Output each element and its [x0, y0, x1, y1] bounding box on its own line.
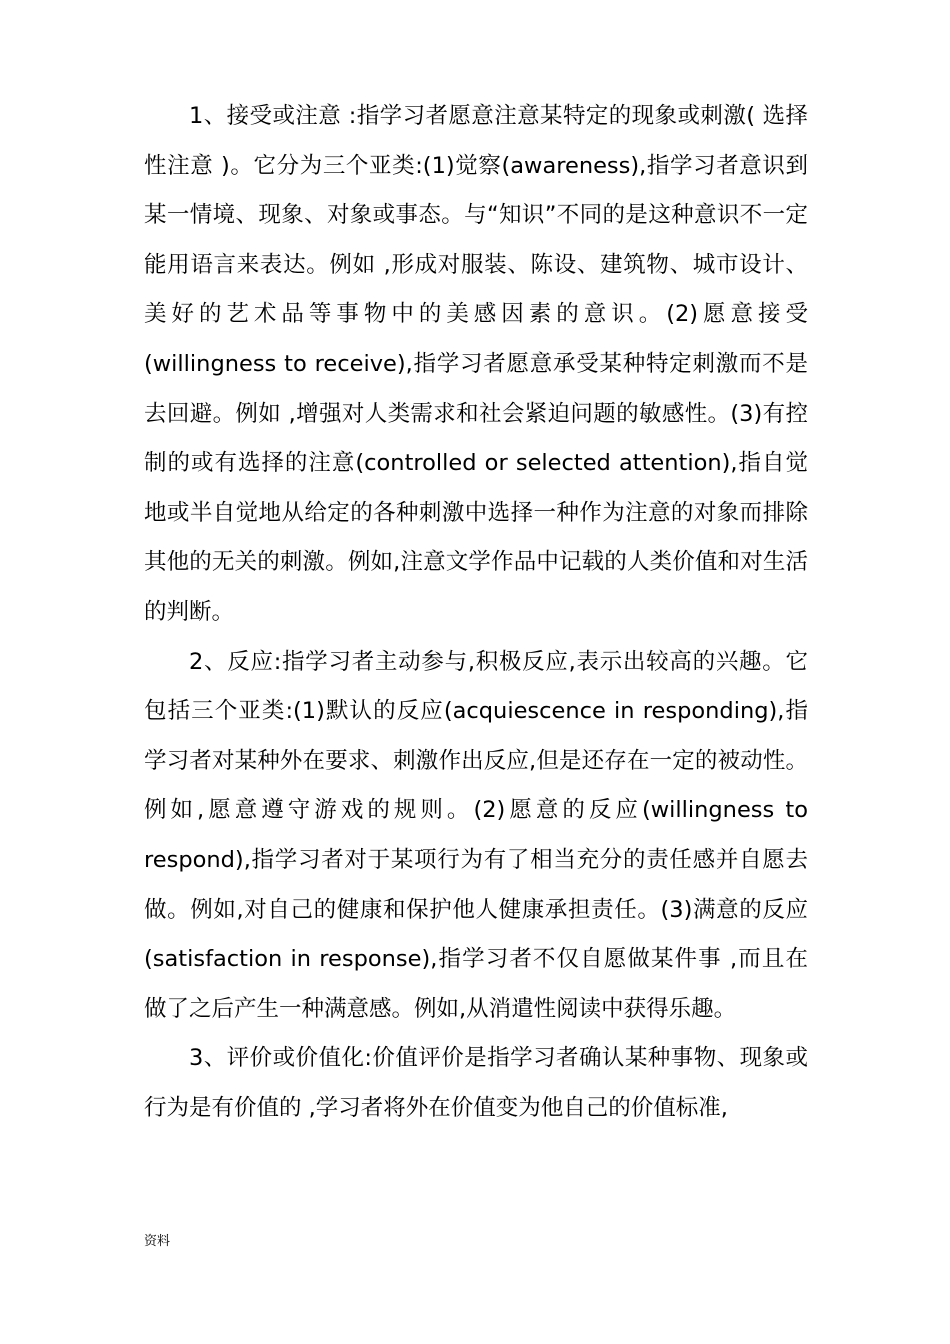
paragraph-valuing: 3、评价或价值化:价值评价是指学习者确认某种事物、现象或行为是有价值的 ,学习者将外在价值变为他自己的价值标准,: [144, 1045, 808, 1121]
paragraph-receiving: 1、接受或注意 :指学习者愿意注意某特定的现象或刺激( 选择性注意 )。它分为三个亚类:(1)觉察(awareness),指学习者意识到某一情境、现象、对象或事态。与“知识”不同的是这种意识不一定能用语言来表达。例如 ,形成对服装、陈设、建筑物、城市设计、美好的艺术品等事物中的美感因素的意识。(2)愿意接受(willingness to receive),指学习者愿意承受某种特定刺激而不是去回避。例如 ,增强对人类需求和社会紧迫问题的敏感性。(3)有控制的或有选择的注意(controlled or selected attention),指自觉地或半自觉地从给定的各种刺激中选择一种作为注意的对象而排除其他的无关的刺激。例如,注意文学作品中记载的人类价值和对生活的判断。: [144, 103, 808, 625]
paragraph-responding: 2、反应:指学习者主动参与,积极反应,表示出较高的兴趣。它包括三个亚类:(1)默认的反应(acquiescence in responding),指学习者对某种外在要求、刺激作出反应,但是还存在一定的被动性。例如,愿意遵守游戏的规则。(2)愿意的反应(willingness to respond),指学习者对于某项行为有了相当充分的责任感并自愿去做。例如,对自己的健康和保护他人健康承担责任。(3)满意的反应(satisfaction in response),指学习者不仅自愿做某件事 ,而且在做了之后产生一种满意感。例如,从消遣性阅读中获得乐趣。: [144, 648, 808, 1022]
document-body: [144, 92, 808, 1133]
page-footer: 资料: [144, 1234, 171, 1249]
